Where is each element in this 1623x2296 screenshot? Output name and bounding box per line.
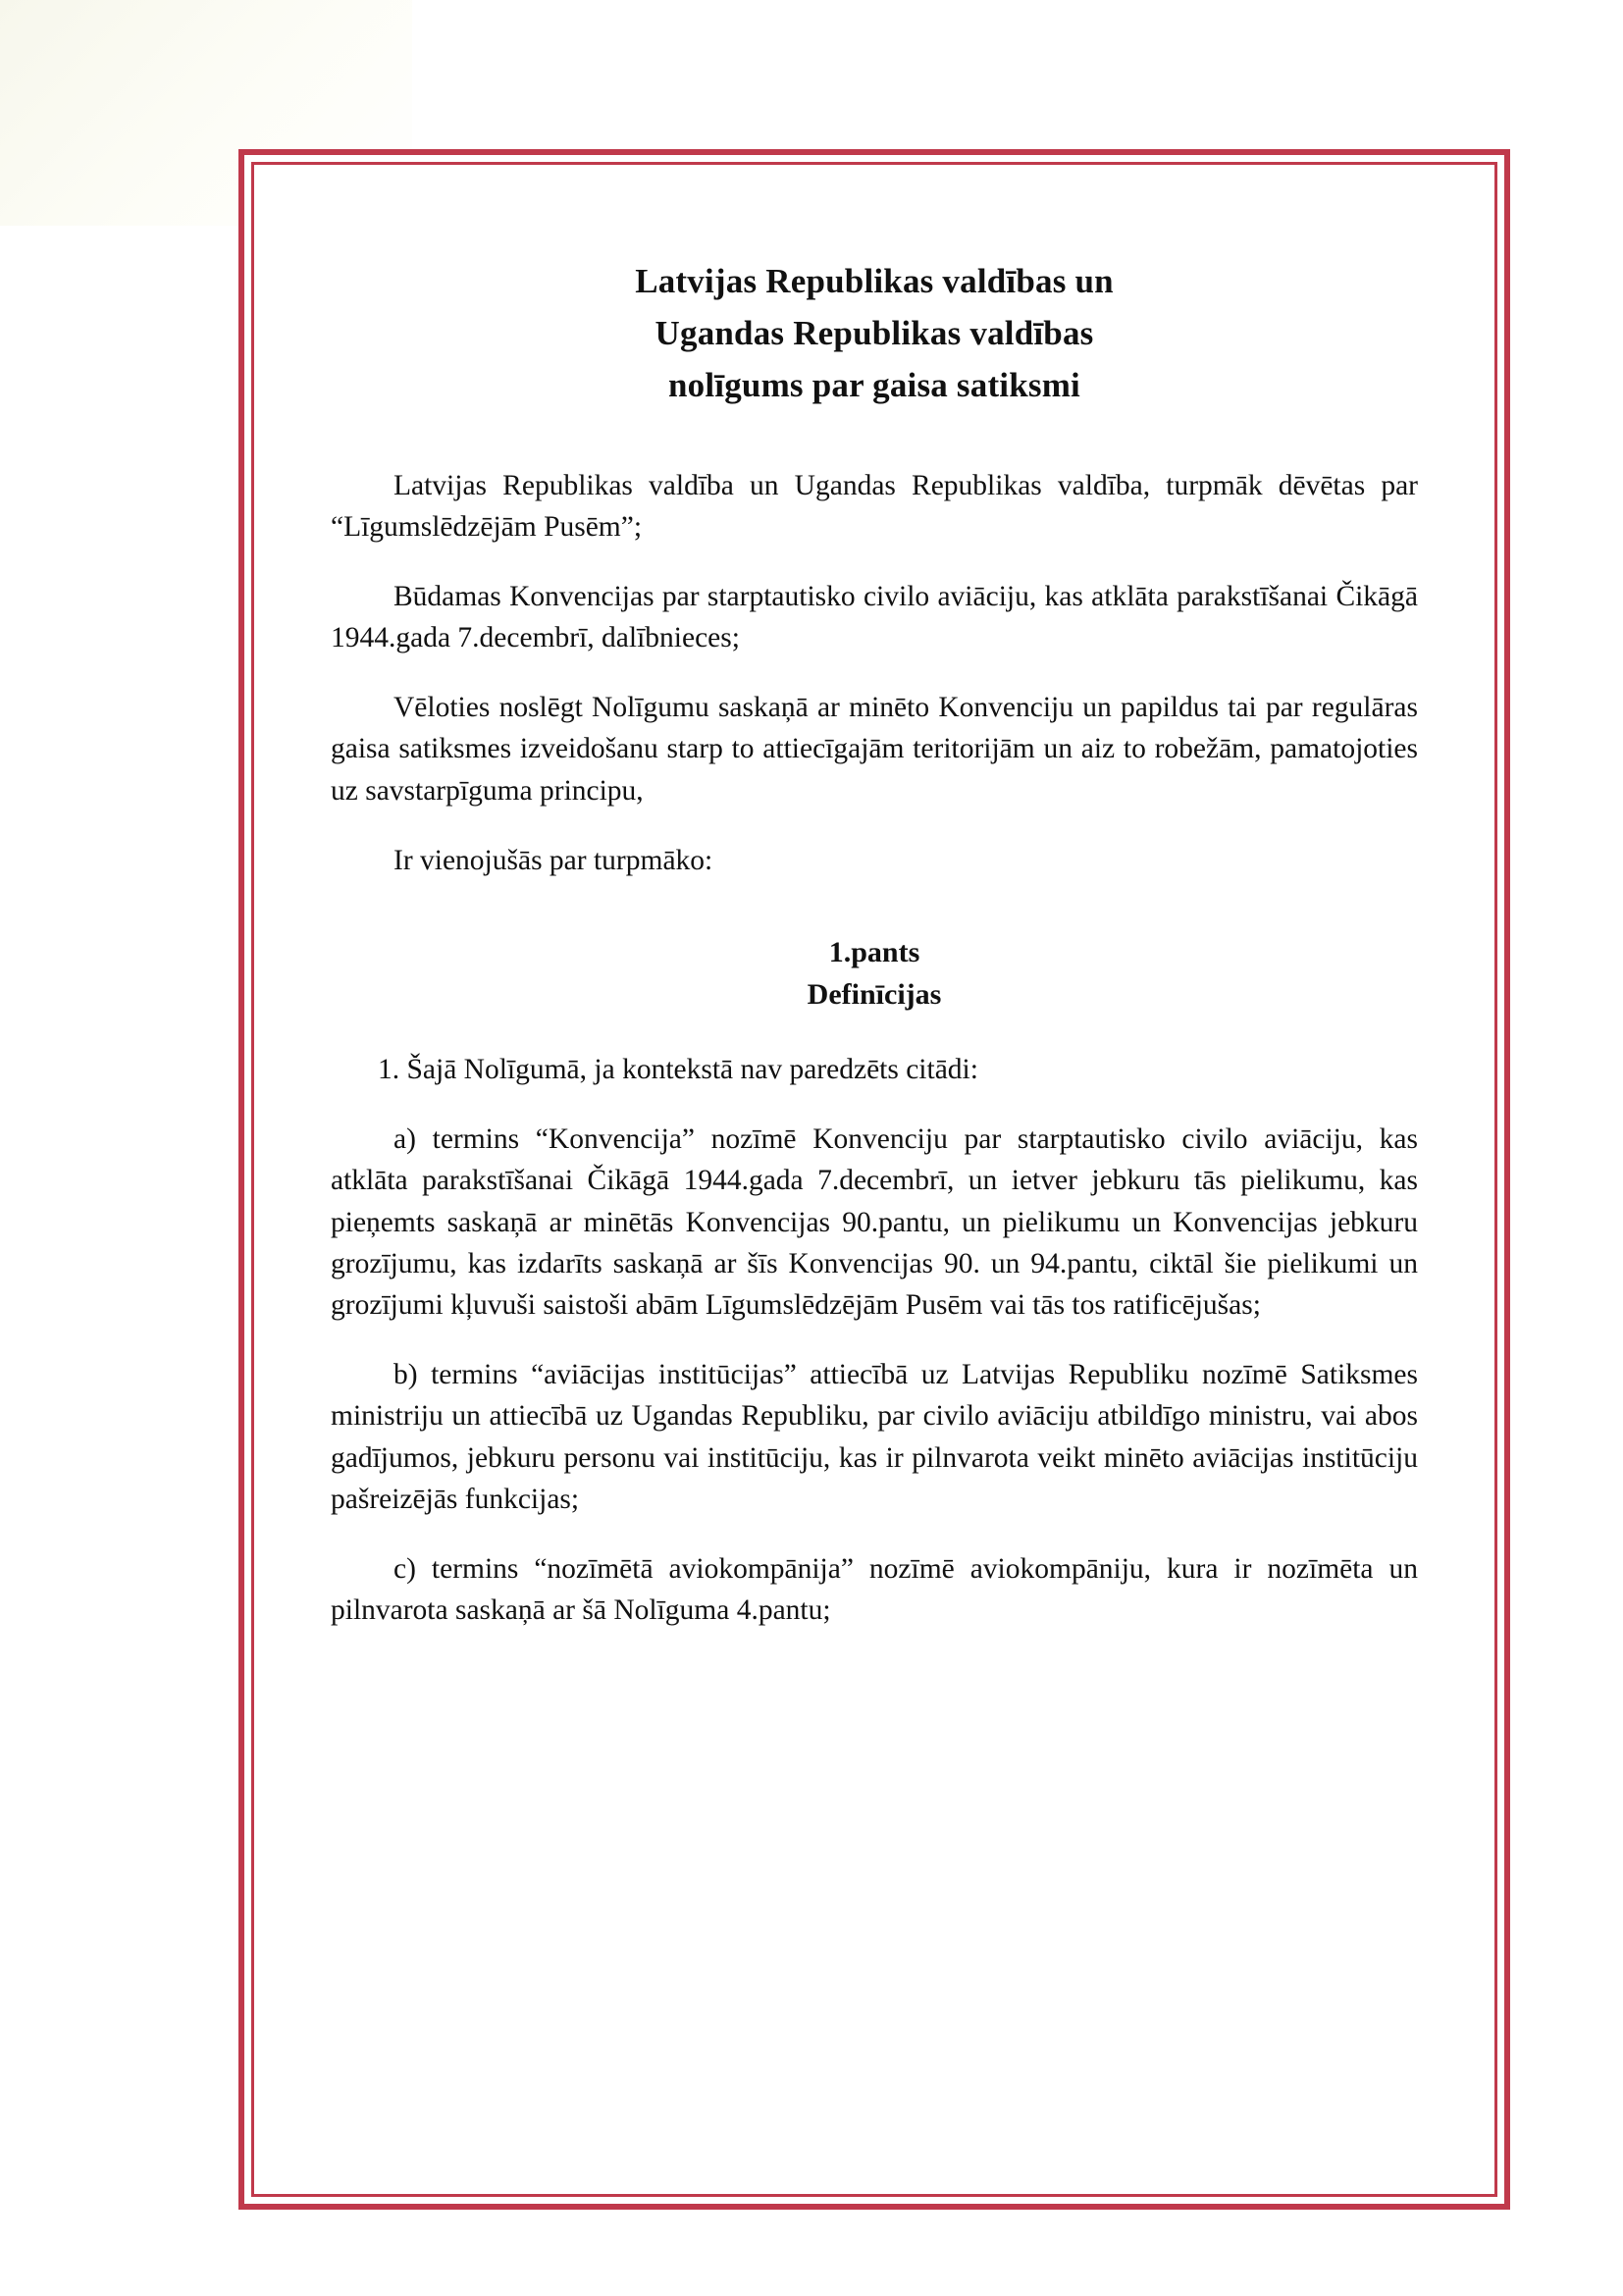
title-line-3: nolīgums par gaisa satiksmi [668,366,1080,405]
preamble-paragraph-4: Ir vienojušās par turpmāko: [393,844,713,876]
body-paragraph-c: c) termins “nozīmētā aviokompānija” nozīmē aviokompāniju, kura ir nozīmēta un pilnvarota saskaņā ar šā Nolīguma 4.pantu; [331,1552,1418,1627]
document-page [238,149,1510,2210]
preamble-paragraph-3: Vēloties noslēgt Nolīgumu saskaņā ar minēto Konvenciju un papildus tai par regulāras gaisa satiksmes izveidošanu starp to attiecīgajām teritorijām un aiz to robežām, pamatojoties uz savstarpīguma principu, [331,692,1418,807]
article-heading [331,932,1418,1016]
body-paragraph-intro: 1. Šajā Nolīgumā, ja kontekstā nav paredzēts citādi: [378,1054,978,1086]
title-line-2: Ugandas Republikas valdības [654,314,1094,353]
article-title: Definīcijas [807,977,942,1011]
body-paragraph-a: a) termins “Konvencija” nozīmē Konvenciju par starptautisko civilo aviāciju, kas atklāta parakstīšanai Čikāgā 1944.gada 7.decembrī, un ietver jebkuru tās pielikumu, kas pieņemts saskaņā ar minētās Konvencijas 90.pantu, un pielikumu un Konvencijas jebkuru grozījumu, kas izdarīts saskaņā ar šīs Konvencijas 90. un 94.pantu, ciktāl šie pielikumi un grozījumi kļuvuši saistoši abām Līgumslēdzējām Pusēm vai tās tos ratificējušas; [331,1123,1418,1321]
article-number: 1.pants [828,935,920,968]
page-title [331,255,1418,412]
preamble-paragraph-2: Būdamas Konvencijas par starptautisko civilo aviāciju, kas atklāta parakstīšanai Čikāgā 1944.gada 7.decembrī, dalībnieces; [331,580,1418,654]
page-content-frame [251,162,1497,2197]
preamble-paragraph-1: Latvijas Republikas valdība un Ugandas Republikas valdība, turpmāk dēvētas par “Līgumslēdzējām Pusēm”; [331,469,1418,543]
body-paragraph-b: b) termins “aviācijas institūcijas” attiecībā uz Latvijas Republiku nozīmē Satiksmes ministriju un attiecībā uz Ugandas Republiku, par civilo aviāciju atbildīgo ministru, vai abos gadījumos, jebkuru personu vai institūciju, kas ir pilnvarota veikt minēto aviācijas institūciju pašreizējās funkcijas; [331,1359,1418,1515]
title-line-1: Latvijas Republikas valdības un [635,262,1114,300]
